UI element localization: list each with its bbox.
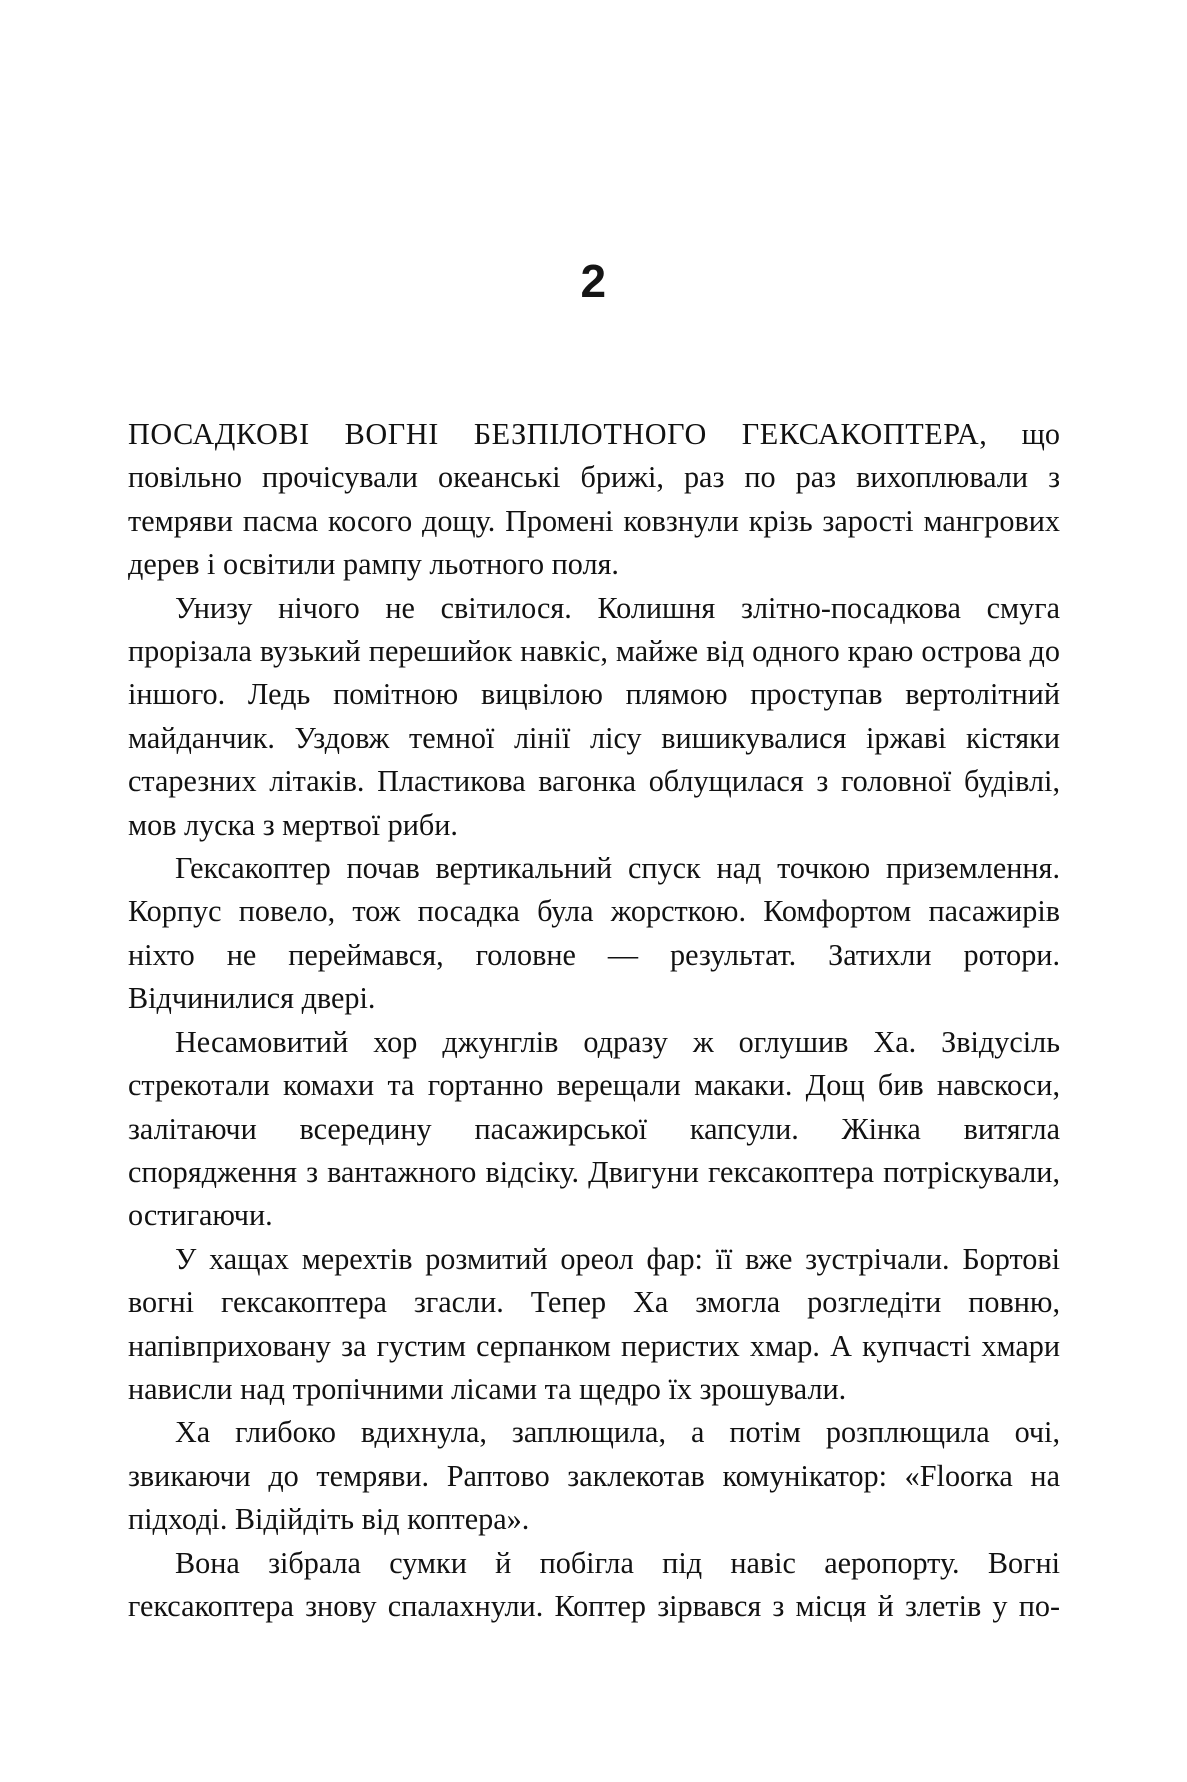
chapter-number: 2 [580,255,607,307]
opening-caps-run: ПОСАДКОВІ ВОГНІ БЕЗПІЛОТНОГО ГЕКСАКОПТЕРА, [128,417,988,451]
paragraph-opening [128,413,1060,587]
paragraph: Несамовитий хор джунглів одразу ж оглушив Ха. Звідусіль стрекотали комахи та гортанно верещали макаки. Дощ бив навскоси, залітаючи всередину пасажирської капсули. Жінка витягла спорядження з вантажного відсіку. Двигуни гексакоптера потріскували, остигаючи. [128,1024,1060,1233]
paragraph: Ха глибоко вдихнула, заплющила, а потім розплющила очі, звикаючи до темряви. Раптово заклекотав комунікатор: «Floorка на підході. Відійдіть від коптера». [128,1415,1060,1537]
paragraph: У хащах мерехтів розмитий ореол фар: її вже зустрічали. Бортові вогні гексакоптера згасли. Тепер Ха змогла розгледіти повню, напівприховану за густим серпанком перистих хмар. А купчасті хмари нависли над тропічними лісами та щедро їх зрошували. [128,1241,1060,1406]
paragraph-last: Вона зібрала сумки й побігла під навіс аеропорту. Вогні гексакоптера знову спалахнули. Коптер зірвався з місця й злетів у по- [128,1545,1060,1623]
opening-rest: що повільно прочісували океанські брижі, раз по раз вихоплювали з темряви пасма косого дощу. Промені ковзнули крізь зарості мангрових дерев і освітили рампу льотного поля. [128,417,1060,582]
body-text-block [128,413,1060,1672]
paragraph: Гексакоптер почав вертикальний спуск над точкою приземлення. Корпус повело, тож посадка була жорсткою. Комфортом пасажирів ніхто не переймався, головне — результат. Затихли ротори. Відчинилися двері. [128,851,1060,1016]
paragraph: Унизу нічого не світилося. Колишня злітно-посадкова смуга прорізала вузький перешийок навкіс, майже від одного краю острова до іншого. Ледь помітною вицвілою плямою проступав вертолітний майданчик. Уздовж темної лінії лісу вишикувалися іржаві кістяки старезних літаків. Пластикова вагонка облущилася з головної будівлі, мов луска з мертвої риби. [128,590,1060,842]
